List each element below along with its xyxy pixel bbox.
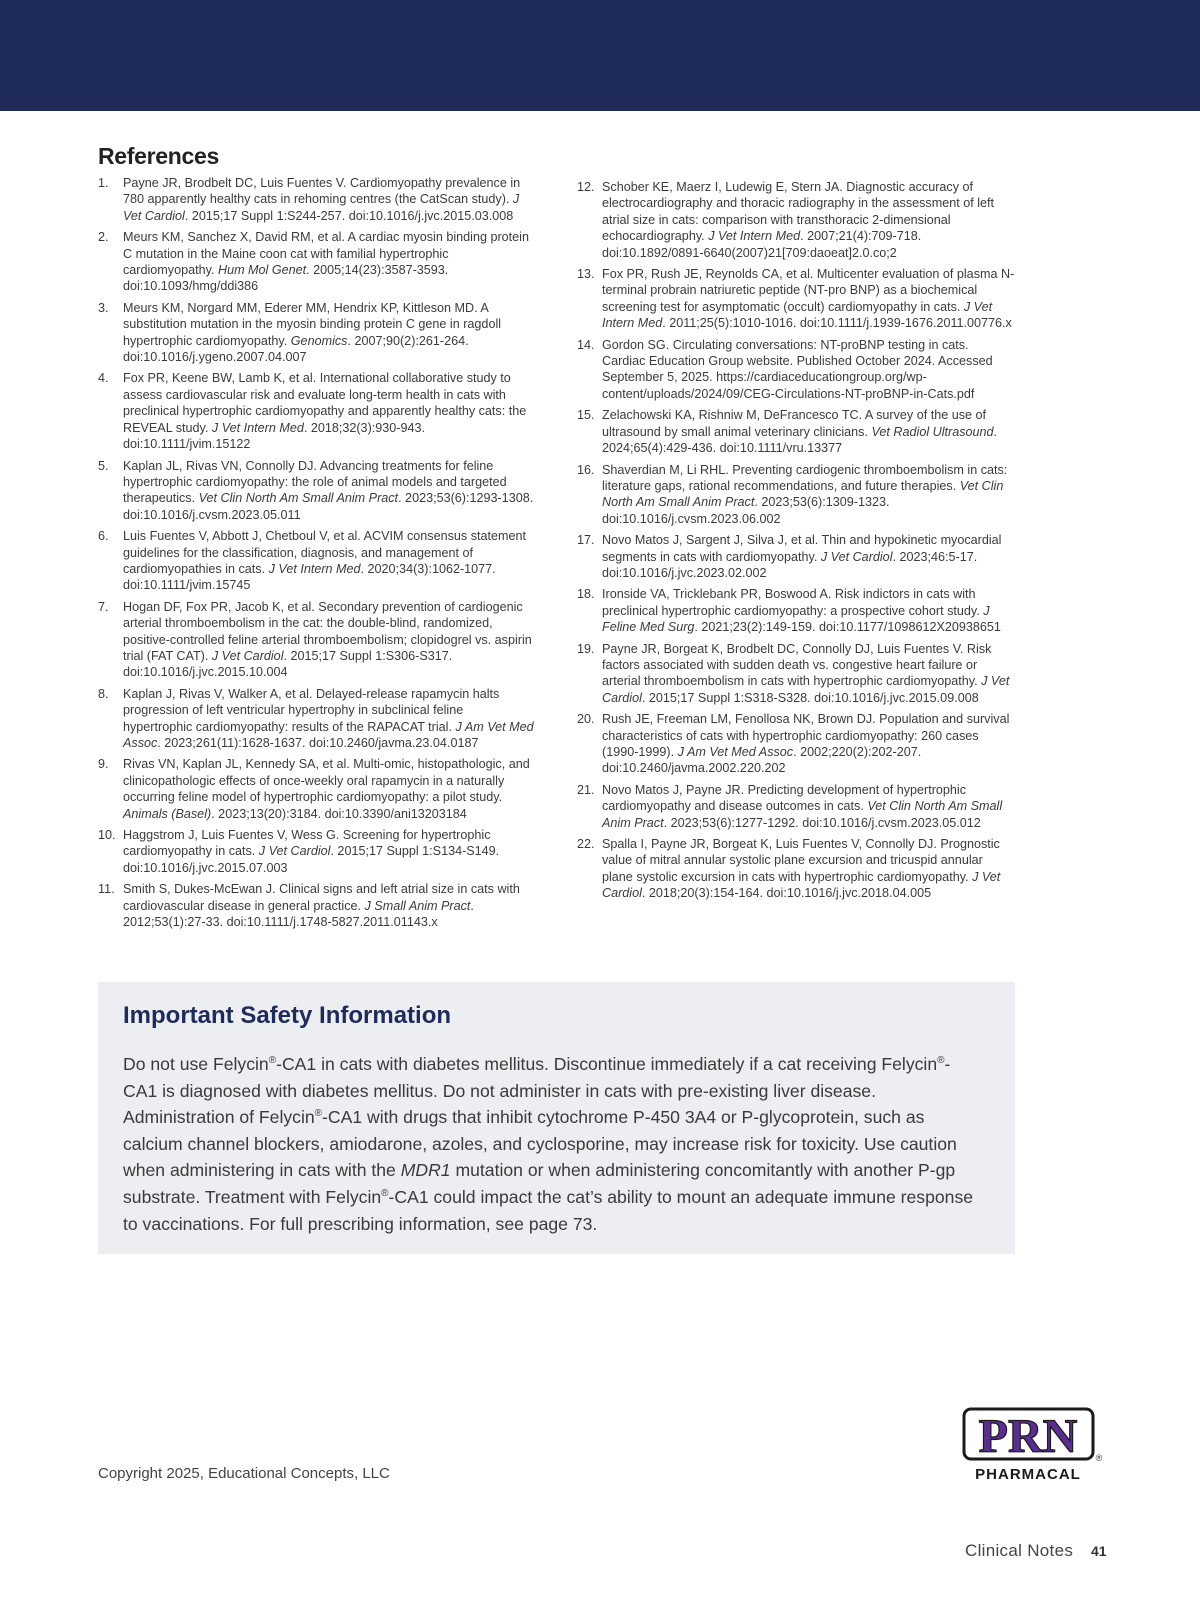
journal-name: J Am Vet Med Assoc	[123, 719, 534, 750]
reference-item	[577, 462, 1015, 528]
safety-text-segment: -CA1 in cats with diabetes mellitus. Discontinue immediately if a cat receiving Felycin	[276, 1054, 938, 1074]
reference-number: 14.	[577, 337, 595, 352]
reference-number: 18.	[577, 587, 595, 602]
reference-segment: Zelachowski KA, Rishniw M, DeFrancesco TC. A survey of the use of ultrasound by small animal veterinary clinicians.	[602, 408, 987, 439]
reference-segment: Luis Fuentes V, Abbott J, Chetboul V, et al. ACVIM consensus statement guidelines for the classification, diagnosis, and management of cardiomyopathies in cats.	[123, 529, 527, 576]
reference-segment: Payne JR, Borgeat K, Brodbelt DC, Connolly DJ, Luis Fuentes V. Risk factors associated with sudden death vs. congestive heart failure or arterial thromboembolism in cats with hypertrophic cardiomyopathy.	[602, 641, 992, 689]
journal-name: J Vet Intern Med	[211, 420, 304, 435]
journal-name: J Feline Med Surg	[602, 603, 990, 635]
reference-segment: . 2002;220(2):202-207. doi:10.2460/javma.2002.220.202	[602, 745, 922, 776]
reference-number: 12.	[577, 180, 595, 194]
reference-text	[123, 370, 534, 452]
reference-text	[602, 266, 1015, 332]
reference-item	[577, 711, 1015, 777]
reference-item	[98, 300, 534, 366]
reference-number: 4.	[98, 371, 109, 386]
top-banner	[0, 0, 1200, 111]
reference-text	[123, 300, 534, 366]
reference-text	[123, 528, 534, 594]
reference-segment: . 2023;261(11):1628-1637. doi:10.2460/javma.23.04.0187	[157, 736, 479, 750]
reference-number: 6.	[98, 529, 109, 544]
journal-name: Vet Clin North Am Small Anim Pract	[602, 799, 1003, 830]
reference-segment: . 2018;32(3):930-943. doi:10.1111/jvim.15122	[123, 420, 425, 452]
reference-segment: . 2020;34(3):1062-1077. doi:10.1111/jvim.15745	[123, 561, 496, 593]
reference-text	[123, 686, 534, 752]
reference-segment: Payne JR, Brodbelt DC, Luis Fuentes V. Cardiomyopathy prevalence in 780 apparently healthy cats in rehoming centres (the CatScan study).	[123, 176, 521, 207]
reference-segment: . 2015;17 Suppl 1:S134-S149. doi:10.1016/j.jvc.2015.07.003	[123, 844, 500, 875]
reference-number: 17.	[577, 533, 595, 548]
reference-segment: Novo Matos J, Sargent J, Silva J, et al. Thin and hypokinetic myocardial segments in cats with cardiomyopathy.	[602, 533, 1002, 564]
journal-name: J Small Anim Pract	[364, 898, 471, 913]
journal-name: J Vet Cardiol	[602, 869, 1001, 901]
registered-mark: ®	[381, 1188, 389, 1200]
journal-name: Genomics	[290, 333, 348, 348]
footer-publication-label: Clinical Notes	[965, 1541, 1074, 1560]
reference-segment: Schober KE, Maerz I, Ludewig E, Stern JA. Diagnostic accuracy of electrocardiography and thoracic radiography in the assessment of left atrial size in cats: comparison with transthoracic 2-dimensional echocardiography.	[602, 180, 995, 244]
safety-text-segment: -CA1 could impact the cat’s ability to mount an adequate immune response to vaccinations. For full prescribing information, see page 73.	[123, 1186, 974, 1234]
reference-item	[98, 599, 534, 681]
reference-item	[577, 586, 1015, 635]
reference-segment: . 2005;14(23):3587-3593. doi:10.1093/hmg/ddi386	[123, 263, 449, 294]
reference-segment: Gordon SG. Circulating conversations: NT-proBNP testing in cats. Cardiac Education Group website. Published October 2024. Accessed September 5, 2025. https://cardiaceducationgroup.org/wp-content/uploads/2024/09/CEG-Circulations-NT-proBNP-in-Cats.pdf	[602, 337, 993, 401]
reference-number: 8.	[98, 686, 109, 701]
reference-text	[602, 407, 1015, 456]
reference-text	[602, 532, 1015, 581]
reference-segment: . 2007;90(2):261-264. doi:10.1016/j.ygeno.2007.04.007	[123, 333, 469, 365]
reference-text	[123, 599, 534, 681]
reference-item	[577, 641, 1015, 707]
journal-name: J Vet Cardiol	[211, 648, 284, 663]
reference-text	[123, 827, 534, 876]
logo-registered-mark: ®	[1095, 1453, 1103, 1463]
reference-segment: . 2015;17 Suppl 1:S244-257. doi:10.1016/j.jvc.2015.03.008	[184, 208, 514, 223]
reference-text	[123, 229, 534, 295]
journal-name: Vet Clin North Am Small Anim Pract	[602, 478, 1004, 510]
reference-item	[577, 782, 1015, 831]
journal-name: J Vet Cardiol	[820, 549, 893, 564]
reference-segment: . 2021;23(2):149-159. doi:10.1177/1098612X20938651	[694, 620, 1001, 635]
reference-number: 2.	[98, 230, 109, 245]
reference-segment: Fox PR, Keene BW, Lamb K, et al. International collaborative study to assess cardiovascular risk and evaluate long-term health in cats with preclinical hypertrophic cardiomyopathy and apparently healthy cats: the REVEAL study.	[123, 371, 527, 435]
journal-name: J Vet Cardiol	[123, 192, 520, 223]
reference-item	[98, 827, 534, 876]
reference-number: 19.	[577, 641, 595, 656]
reference-text	[602, 782, 1015, 831]
safety-info-text	[123, 1051, 983, 1237]
reference-item	[98, 881, 534, 930]
reference-segment: . 2023;13(20):3184. doi:10.3390/ani13203184	[211, 806, 467, 821]
reference-text	[602, 586, 1015, 635]
reference-item	[577, 407, 1015, 456]
reference-segment: Spalla I, Payne JR, Borgeat K, Luis Fuentes V, Connolly DJ. Prognostic value of mitral annular systolic plane excursion and tricuspid annular plane systolic excursion in cats with hypertrophic cardiomyopathy.	[602, 837, 1000, 884]
reference-item	[98, 370, 534, 452]
registered-mark: ®	[314, 1108, 323, 1120]
reference-segment: Rivas VN, Kaplan JL, Kennedy SA, et al. Multi-omic, histopathologic, and clinicopathologic effects of once-weekly oral rapamycin in a naturally occurring feline model of hypertrophic cardiomyopathy: a pilot study.	[123, 757, 530, 805]
reference-item	[98, 756, 534, 822]
reference-segment: . 2012;53(1):27-33. doi:10.1111/j.1748-5827.2011.01143.x	[123, 898, 474, 930]
reference-number: 16.	[577, 462, 595, 477]
safety-text-segment: Do not use Felycin	[123, 1054, 269, 1074]
reference-number: 3.	[98, 300, 109, 315]
reference-number: 1.	[98, 176, 109, 190]
reference-item	[98, 175, 534, 224]
reference-item	[577, 266, 1015, 332]
references-list-left	[98, 175, 534, 935]
reference-text	[123, 756, 534, 822]
reference-segment: Meurs KM, Norgard MM, Ederer MM, Hendrix KP, Kittleson MD. A substitution mutation in the myosin binding protein C gene in ragdoll hypertrophic cardiomyopathy.	[123, 300, 502, 348]
reference-segment: Novo Matos J, Payne JR. Predicting development of hypertrophic cardiomyopathy and disease outcomes in cats.	[602, 782, 967, 814]
journal-name: J Vet Cardiol	[258, 844, 331, 859]
journal-name: Animals (Basel)	[123, 806, 212, 821]
reference-segment: . 2023;53(6):1277-1292. doi:10.1016/j.cvsm.2023.05.012	[663, 815, 981, 830]
references-heading: References	[98, 143, 220, 169]
reference-segment: . 2007;21(4):709-718. doi:10.1892/0891-6640(2007)21[709:daoeat]2.0.co;2	[602, 229, 922, 260]
reference-number: 21.	[577, 782, 595, 797]
reference-segment: . 2023;53(6):1293-1308. doi:10.1016/j.cvsm.2023.05.011	[123, 491, 534, 522]
reference-segment: Meurs KM, Sanchez X, David RM, et al. A cardiac myosin binding protein C mutation in the Maine coon cat with familial hypertrophic cardiomyopathy.	[123, 230, 529, 278]
reference-number: 22.	[577, 837, 595, 852]
reference-item	[98, 458, 534, 524]
reference-number: 9.	[98, 757, 109, 772]
reference-text	[602, 641, 1015, 707]
reference-number: 20.	[577, 712, 595, 727]
journal-name: J Vet Intern Med	[268, 561, 361, 576]
safety-text-segment: -CA1 with drugs that inhibit cytochrome P-450 3A4 or P-glycoprotein, such as calcium channel blockers, amiodarone, azoles, and cyclosporine, may increase risk for toxicity. Use caution when administering in cats with the	[123, 1107, 957, 1181]
reference-segment: Haggstrom J, Luis Fuentes V, Wess G. Screening for hypertrophic cardiomyopathy in cats.	[123, 828, 491, 859]
reference-text	[123, 175, 534, 224]
journal-name: Hum Mol Genet	[217, 263, 307, 278]
reference-text	[602, 179, 1015, 261]
journal-name: J Vet Cardiol	[602, 674, 1010, 705]
registered-mark: ®	[268, 1055, 277, 1067]
page-number: 41	[1091, 1543, 1107, 1559]
reference-text	[602, 337, 1015, 403]
reference-number: 10.	[98, 828, 116, 843]
reference-segment: Kaplan J, Rivas V, Walker A, et al. Delayed-release rapamycin halts progression of left ventricular hypertrophy in subclinical feline hypertrophic cardiomyopathy: results of the RAPACAT trial.	[123, 686, 500, 734]
reference-number: 11.	[98, 882, 115, 897]
logo-mark-text: PRN	[978, 1410, 1078, 1463]
reference-segment: . 2023;53(6):1309-1323. doi:10.1016/j.cvsm.2023.06.002	[602, 495, 890, 526]
reference-segment: . 2011;25(5):1010-1016. doi:10.1111/j.1939-1676.2011.00776.x	[662, 316, 1012, 331]
reference-text	[602, 836, 1015, 902]
reference-item	[577, 337, 1015, 403]
reference-item	[98, 686, 534, 752]
reference-item	[577, 179, 1015, 261]
prn-pharmacal-logo	[962, 1407, 1105, 1487]
reference-number: 15.	[577, 408, 595, 423]
references-list-right	[577, 179, 1015, 907]
copyright-text: Copyright 2025, Educational Concepts, LLC	[98, 1465, 390, 1482]
reference-segment: . 2018;20(3):154-164. doi:10.1016/j.jvc.2018.04.005	[641, 886, 932, 901]
safety-info-title: Important Safety Information	[123, 1002, 452, 1029]
reference-segment: . 2015;17 Suppl 1:S306-S317. doi:10.1016/j.jvc.2015.10.004	[123, 648, 453, 680]
reference-text	[602, 462, 1015, 528]
reference-item	[577, 836, 1015, 902]
registered-mark: ®	[937, 1055, 945, 1067]
reference-segment: Shaverdian M, Li RHL. Preventing cardiogenic thromboembolism in cats: literature gaps, rational recommendations, and future therapies.	[602, 462, 1008, 493]
reference-text	[123, 458, 534, 524]
journal-name: Vet Radiol Ultrasound	[871, 424, 994, 439]
reference-segment: Smith S, Dukes-McEwan J. Clinical signs and left atrial size in cats with cardiovascular disease in general practice.	[123, 882, 520, 913]
journal-name: J Vet Intern Med	[708, 229, 801, 244]
safety-info-box	[98, 982, 1015, 1254]
reference-segment: Fox PR, Rush JE, Reynolds CA, et al. Multicenter evaluation of plasma N-terminal probrain natriuretic peptide (NT-pro BNP) as a biochemical screening test for asymptomatic (occult) cardiomyopathy in cats.	[602, 267, 1015, 314]
journal-name: J Vet Intern Med	[602, 299, 993, 331]
reference-segment: Rush JE, Freeman LM, Fenollosa NK, Brown DJ. Population and survival characteristics of cats with hypertrophic cardiomyopathy: 260 cases (1990-1999).	[602, 712, 1010, 759]
reference-segment: Hogan DF, Fox PR, Jacob K, et al. Secondary prevention of cardiogenic arterial thromboembolism in the cat: the double-blind, randomized, positive-controlled feline arterial thromboembolism; clopidogrel vs. aspirin trial (FAT CAT).	[123, 599, 532, 663]
journal-name: J Am Vet Med Assoc	[677, 745, 794, 759]
reference-segment: . 2023;46:5-17. doi:10.1016/j.jvc.2023.02.002	[602, 549, 978, 580]
reference-text	[123, 881, 534, 930]
reference-number: 5.	[98, 458, 109, 473]
reference-text	[602, 711, 1015, 777]
reference-segment: Kaplan JL, Rivas VN, Connolly DJ. Advancing treatments for feline hypertrophic cardiomyopathy: the role of animal models and targeted therapeutics.	[123, 458, 507, 506]
reference-item	[577, 532, 1015, 581]
gene-name: MDR1	[400, 1160, 451, 1181]
journal-name: Vet Clin North Am Small Anim Pract	[198, 491, 399, 506]
reference-number: 13.	[577, 267, 595, 282]
logo-subtitle-text: PHARMACAL	[975, 1466, 1081, 1483]
reference-item	[98, 528, 534, 594]
reference-number: 7.	[98, 599, 109, 614]
reference-item	[98, 229, 534, 295]
safety-text-segment: -CA1 is diagnosed with diabetes mellitus. Do not administer in cats with pre-existing liver disease. Administration of Felycin	[123, 1054, 951, 1128]
reference-segment: Ironside VA, Tricklebank PR, Boswood A. Risk indictors in cats with preclinical hypertrophic cardiomyopathy: a prospective cohort study.	[602, 587, 984, 618]
reference-segment: . 2024;65(4):429-436. doi:10.1111/vru.13377	[602, 424, 998, 456]
reference-segment: . 2015;17 Suppl 1:S318-S328. doi:10.1016/j.jvc.2015.09.008	[641, 690, 979, 705]
safety-text-segment: mutation or when administering concomitantly with another P-gp substrate. Treatment with Felycin	[123, 1160, 956, 1207]
